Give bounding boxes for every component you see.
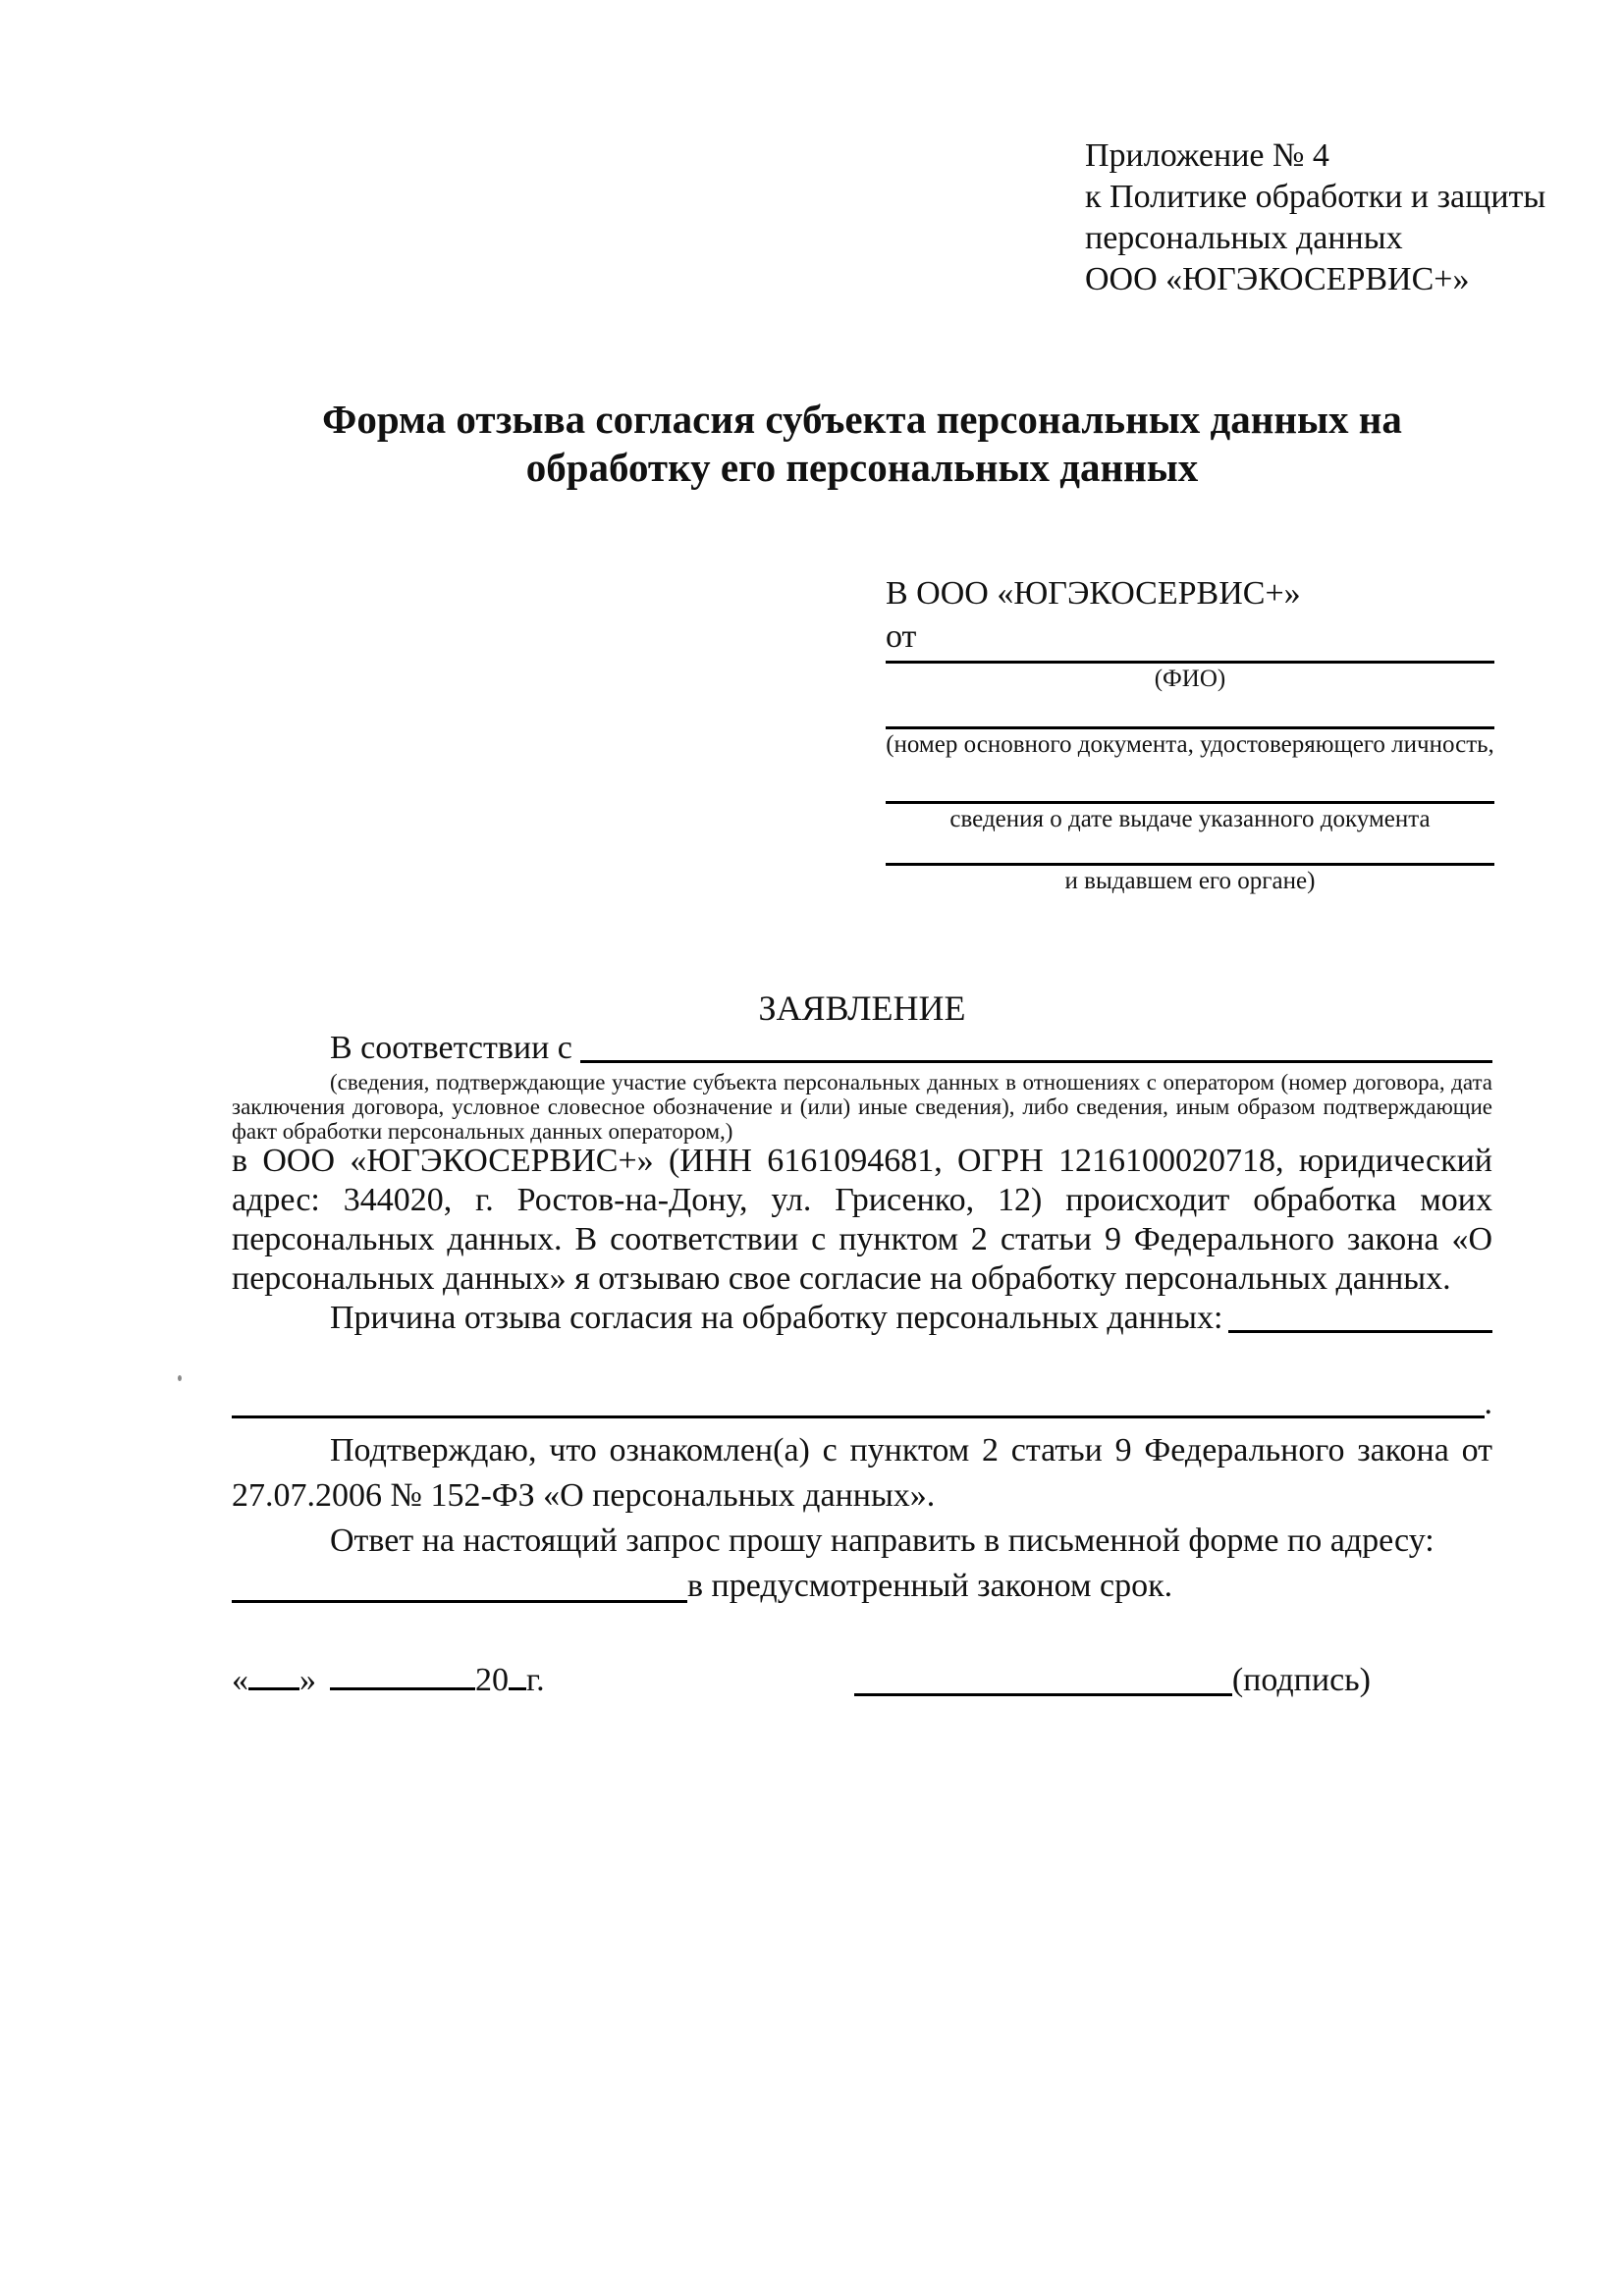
intro-paragraph	[232, 1029, 1492, 1068]
confirm-paragraph: Подтверждаю, что ознакомлен(а) с пунктом 2 статьи 9 Федерального закона от 27.07.2006 № 152-ФЗ «О персональных данных».	[232, 1432, 1492, 1514]
doc-number-caption: (номер основного документа, удостоверяющего личность,	[886, 731, 1494, 758]
year-prefix: 20	[475, 1662, 509, 1698]
appendix-line: ООО «ЮГЭКОСЕРВИС+»	[1085, 261, 1470, 297]
year-suffix: г.	[526, 1662, 545, 1698]
address-row	[232, 1564, 1492, 1609]
reason-continuation-line	[232, 1384, 1492, 1423]
intro-fill-line	[580, 1060, 1492, 1063]
appendix-block	[1085, 135, 1545, 300]
fio-caption: (ФИО)	[1154, 666, 1226, 692]
appendix-line: Приложение № 4	[1085, 137, 1329, 174]
reason-paragraph	[232, 1299, 1492, 1338]
stray-mark	[178, 1375, 182, 1381]
doc-date-caption: сведения о дате выдаче указанного документа	[949, 806, 1431, 832]
body-paragraph: в ООО «ЮГЭКОСЕРВИС+» (ИНН 6161094681, ОГРН 1216100020718, юридический адрес: 344020, г. Ростов-на-Дону, ул. Грисенко, 12) происходит обработка моих персональных данных. В соответствии с пунктом 2 статьи 9 Федерального закона «О персональных данных» я отзываю свое согласие на обработку персональных данных.	[232, 1143, 1492, 1297]
rule-period: .	[1484, 1385, 1492, 1421]
appendix-line: к Политике обработки и защиты	[1085, 179, 1546, 215]
signature-field	[854, 1659, 1371, 1702]
document-title-line: Форма отзыва согласия субъекта персональных данных на	[322, 397, 1402, 442]
address-fill-line	[232, 1600, 687, 1603]
appendix-line: персональных данных	[1085, 220, 1403, 256]
intro-prefix: В соответствии с	[330, 1030, 572, 1066]
date-field	[232, 1659, 545, 1702]
reason-prefix: Причина отзыва согласия на обработку персональных данных:	[330, 1300, 1223, 1336]
lower-block	[232, 1428, 1492, 1609]
signature-fill-line	[854, 1693, 1232, 1696]
reason-continuation-fill-line	[232, 1415, 1485, 1418]
response-paragraph: Ответ на настоящий запрос прошу направить в письменной форме по адресу:	[330, 1522, 1435, 1559]
from-label: от	[886, 618, 917, 655]
recipient-line: В ООО «ЮГЭКОСЕРВИС+»	[886, 575, 1301, 612]
document-title	[232, 396, 1492, 492]
year-blank	[509, 1687, 526, 1690]
signature-caption: (подпись)	[1231, 1662, 1371, 1698]
response-tail: в предусмотренный законом срок.	[687, 1568, 1173, 1604]
month-blank	[330, 1687, 475, 1690]
day-blank	[248, 1687, 299, 1690]
smallprint-note: (сведения, подтверждающие участие субъекта персональных данных в отношениях с оператором (номер договора, дата заключения договора, условное словесное обозначение и (или) иные сведения), либо сведения, иным образом подтверждающие факт обработки персональных данных оператором,)	[232, 1070, 1492, 1144]
date-open-quote: «	[232, 1662, 248, 1698]
reason-fill-line	[1228, 1330, 1492, 1333]
statement-heading: ЗАЯВЛЕНИЕ	[758, 988, 966, 1028]
document-title-line: обработку его персональных данных	[525, 445, 1199, 490]
addressee-block	[886, 572, 1494, 897]
date-close-quote: »	[299, 1662, 316, 1698]
doc-issuer-caption: и выдавшем его органе)	[1064, 868, 1316, 894]
